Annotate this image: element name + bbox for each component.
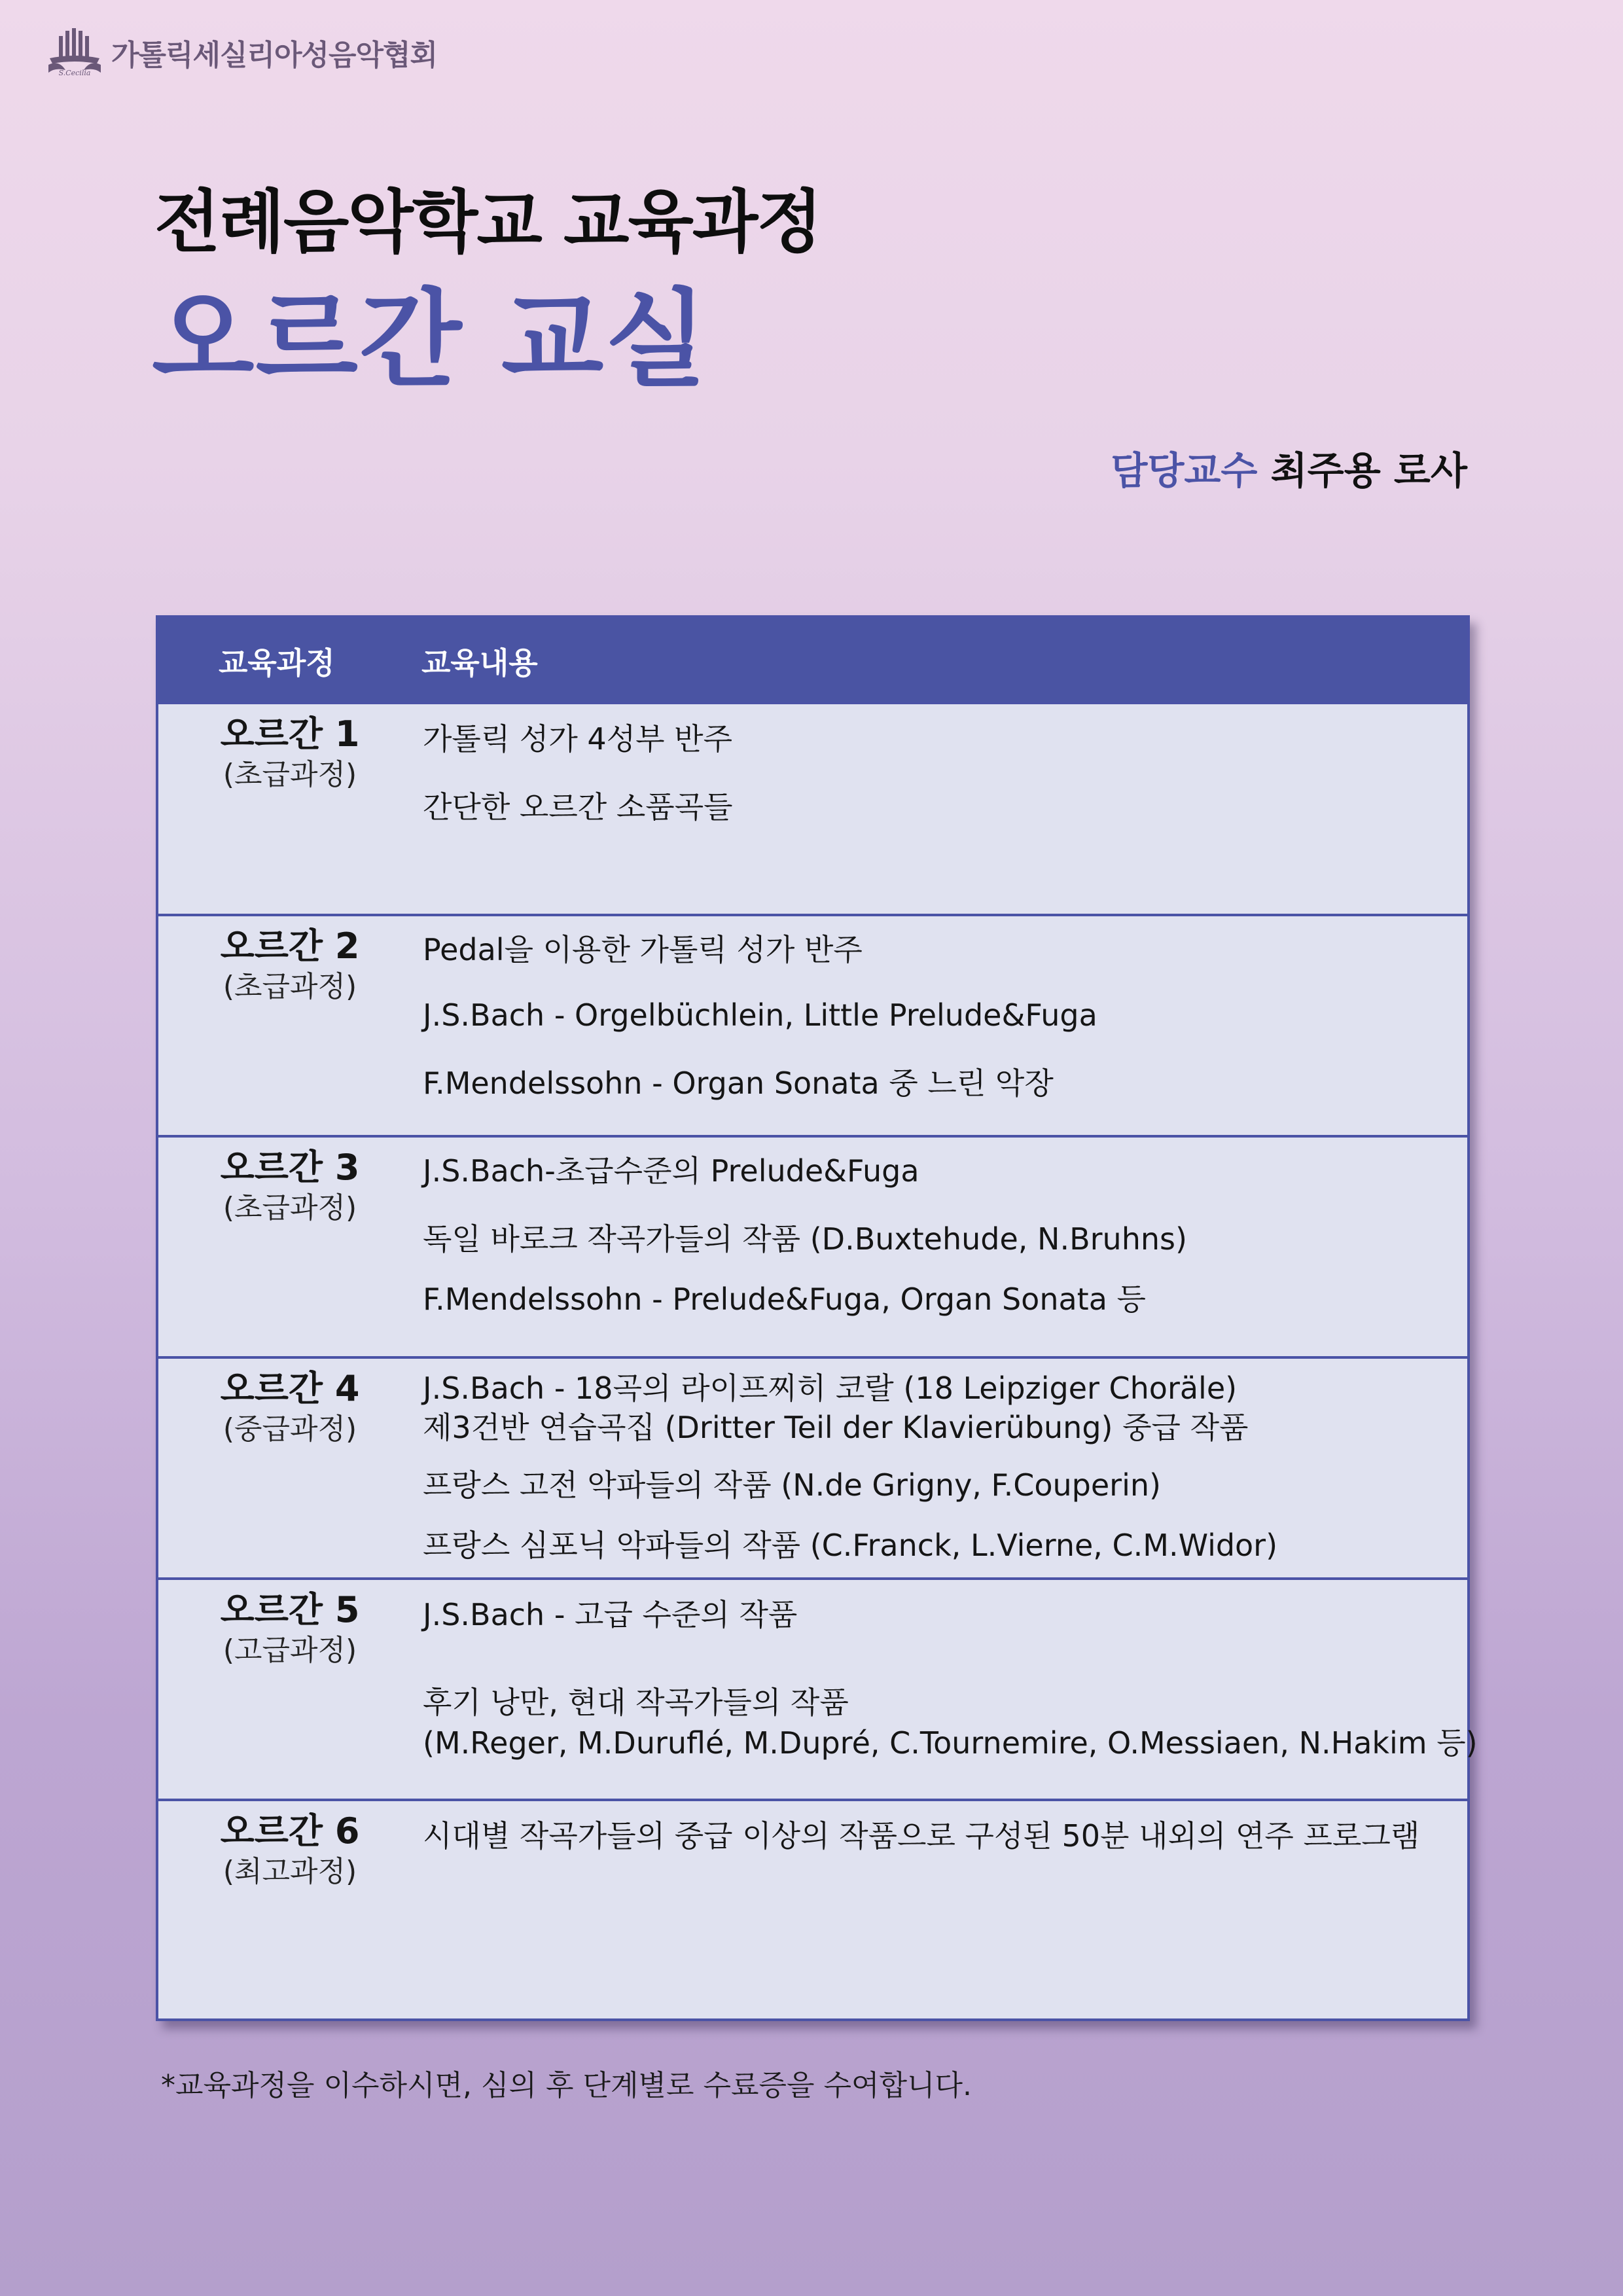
course-grade: (중급과정)	[223, 1412, 357, 1446]
content-item: 프랑스 고전 악파들의 작품 (N.de Grigny, F.Couperin)	[423, 1467, 1161, 1503]
content-item: 간단한 오르간 소품곡들	[423, 789, 733, 825]
course-name: 오르간 3	[220, 1147, 360, 1188]
curriculum-table	[156, 615, 1478, 2021]
table-header	[158, 618, 1467, 704]
course-grade: (초급과정)	[223, 757, 357, 791]
course-grade: (초급과정)	[223, 969, 357, 1003]
content-item: 프랑스 심포닉 악파들의 작품 (C.Franck, L.Vierne, C.M.Widor)	[423, 1528, 1278, 1563]
organization-name: 가톨릭세실리아성음악협회	[111, 39, 438, 72]
content-item: J.S.Bach - 18곡의 라이프찌히 코랄 (18 Leipziger Choräle)	[423, 1371, 1238, 1406]
course-grade: (최고과정)	[223, 1854, 357, 1888]
page-subtitle: 전례음악학교 교육과정	[154, 182, 821, 262]
content-item: F.Mendelssohn - Organ Sonata 중 느린 악장	[423, 1066, 1054, 1101]
professor-line	[1111, 440, 1467, 495]
header-course: 교육과정	[219, 645, 335, 681]
course-level	[158, 1589, 421, 1669]
content-item: J.S.Bach - Orgelbüchlein, Little Prelude&Fuga	[423, 997, 1097, 1033]
content-item: 독일 바로크 작곡가들의 작품 (D.Buxtehude, N.Bruhns)	[423, 1221, 1187, 1257]
completion-note: *교육과정을 이수하시면, 심의 후 단계별로 수료증을 수여합니다.	[161, 2069, 972, 2102]
content-item: J.S.Bach-초급수준의 Prelude&Fuga	[423, 1153, 919, 1189]
course-level	[158, 1810, 421, 1890]
content-item: (M.Reger, M.Duruflé, M.Dupré, C.Tournemire, O.Messiaen, N.Hakim 등)	[423, 1725, 1478, 1761]
content-item: 시대별 작곡가들의 중급 이상의 작품으로 구성된 50분 내외의 연주 프로그램	[423, 1818, 1420, 1854]
course-name: 오르간 5	[220, 1589, 360, 1630]
organ-pipes-icon	[46, 27, 103, 78]
course-level	[158, 925, 421, 1005]
table-row	[158, 1356, 1467, 1577]
course-level	[158, 1147, 421, 1227]
header-content: 교육내용	[421, 645, 538, 681]
table-row	[158, 1799, 1467, 2018]
table-row	[158, 1135, 1467, 1356]
table-row	[158, 914, 1467, 1135]
content-item: F.Mendelssohn - Prelude&Fuga, Organ Sonata 등	[423, 1282, 1146, 1317]
course-name: 오르간 1	[220, 713, 360, 755]
course-name: 오르간 6	[220, 1810, 360, 1852]
course-name: 오르간 4	[220, 1368, 360, 1409]
content-item: Pedal을 이용한 가톨릭 성가 반주	[423, 932, 863, 967]
content-item: 가톨릭 성가 4성부 반주	[423, 721, 733, 757]
course-name: 오르간 2	[220, 925, 360, 967]
content-item: J.S.Bach - 고급 수준의 작품	[423, 1597, 798, 1632]
course-level	[158, 713, 421, 793]
table-row	[158, 702, 1467, 914]
professor-role: 담당교수	[1111, 448, 1258, 493]
course-grade: (고급과정)	[223, 1633, 357, 1667]
professor-name: 최주용 로사	[1270, 448, 1467, 493]
course-grade: (초급과정)	[223, 1191, 357, 1225]
table-row	[158, 1577, 1478, 1799]
content-item: 후기 낭만, 현대 작곡가들의 작품	[423, 1685, 849, 1720]
page-title: 오르간 교실	[152, 279, 709, 402]
content-item: 제3건반 연습곡집 (Dritter Teil der Klavierübung) 중급 작품	[423, 1410, 1249, 1445]
organization-logo	[46, 26, 437, 79]
course-level	[158, 1368, 421, 1448]
logo-mark-text: S.Cecilia	[58, 69, 91, 77]
